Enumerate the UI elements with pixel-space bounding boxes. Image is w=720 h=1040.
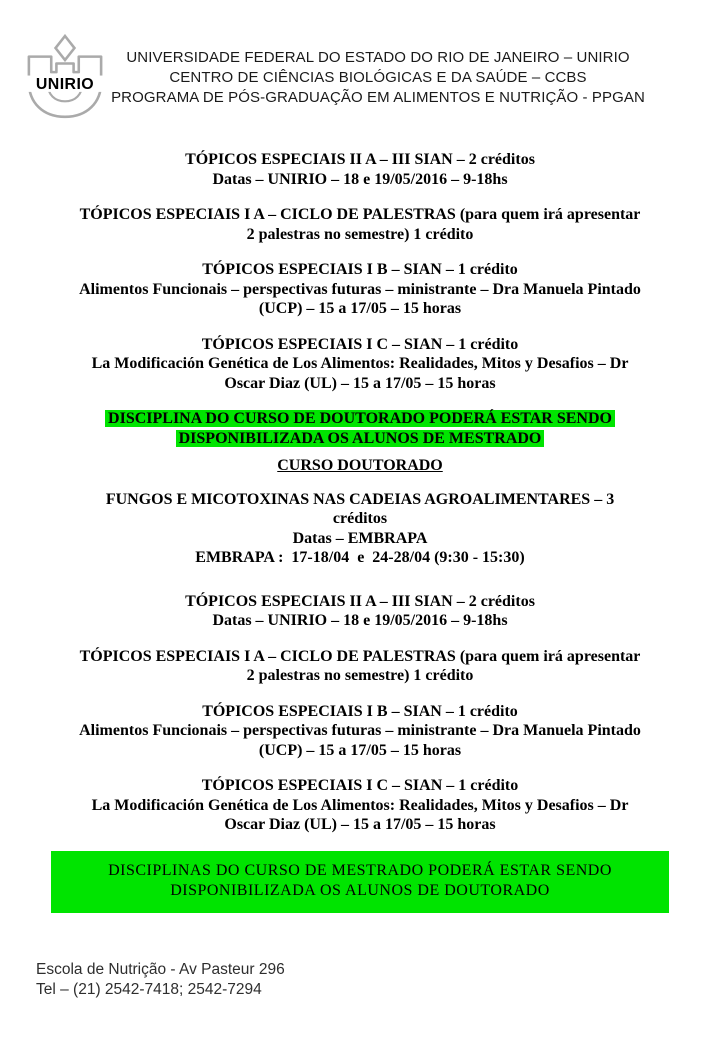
course-dates-line: Oscar Diaz (UL) – 15 a 17/05 – 15 horas bbox=[224, 374, 496, 392]
course-fungos bbox=[0, 490, 720, 568]
document-footer bbox=[36, 960, 285, 1000]
course-topicos-1b bbox=[0, 260, 720, 319]
course-topicos-1a-repeat bbox=[0, 647, 720, 686]
course-title-line: TÓPICOS ESPECIAIS II A – III SIAN – 2 créditos bbox=[185, 151, 535, 168]
section-title-text: CURSO DOUTORADO bbox=[277, 457, 443, 474]
notice-text-line: DISPONIBILIZADA OS ALUNOS DE DOUTORADO bbox=[170, 881, 550, 899]
doutorado-availability-notice bbox=[0, 409, 720, 448]
course-title-line: TÓPICOS ESPECIAIS I A – CICLO DE PALESTRAS (para quem irá apresentar bbox=[79, 647, 641, 665]
document-body bbox=[0, 150, 720, 913]
course-dates-line: (UCP) – 15 a 17/05 – 15 horas bbox=[258, 741, 462, 759]
highlighted-text-line: DISCIPLINA DO CURSO DE DOUTORADO PODERÁ ESTAR SENDO bbox=[105, 410, 615, 427]
course-topicos-1c-repeat bbox=[0, 776, 720, 835]
logo-diamond-shape bbox=[56, 36, 75, 60]
course-title-line: TÓPICOS ESPECIAIS I A – CICLO DE PALESTRAS (para quem irá apresentar bbox=[79, 206, 641, 223]
course-topicos-1c bbox=[0, 335, 720, 394]
course-location-line: Datas – EMBRAPA bbox=[292, 529, 428, 547]
course-topicos-1b-repeat bbox=[0, 702, 720, 761]
course-detail-line: Alimentos Funcionais – perspectivas futuras – ministrante – Dra Manuela Pintado bbox=[79, 280, 641, 298]
course-detail-line: La Modificación Genética de Los Alimentos: Realidades, Mitos y Desafios – Dr bbox=[91, 796, 629, 814]
letterhead-text bbox=[108, 34, 648, 108]
course-dates-line: EMBRAPA : 17-18/04 e 24-28/04 (9:30 - 15:30) bbox=[195, 549, 525, 566]
course-title-line: TÓPICOS ESPECIAIS II A – III SIAN – 2 créditos bbox=[185, 592, 535, 610]
center-name-line: CENTRO DE CIÊNCIAS BIOLÓGICAS E DA SAÚDE – CCBS bbox=[169, 69, 587, 86]
unirio-logo-icon bbox=[22, 34, 108, 124]
course-title-line: TÓPICOS ESPECIAIS I C – SIAN – 1 crédito bbox=[201, 777, 519, 794]
course-topicos-2a-repeat bbox=[0, 592, 720, 631]
program-name-line: PROGRAMA DE PÓS-GRADUAÇÃO EM ALIMENTOS E NUTRIÇÃO - PPGAN bbox=[111, 89, 645, 106]
unirio-logo-wordmark: UNIRIO bbox=[35, 75, 95, 93]
course-credits-line: créditos bbox=[332, 510, 388, 527]
course-detail-line: 2 palestras no semestre) 1 crédito bbox=[246, 225, 474, 243]
university-name-line: UNIVERSIDADE FEDERAL DO ESTADO DO RIO DE JANEIRO – UNIRIO bbox=[126, 49, 630, 66]
course-title-line: TÓPICOS ESPECIAIS I C – SIAN – 1 crédito bbox=[201, 335, 519, 353]
course-detail-line: Alimentos Funcionais – perspectivas futuras – ministrante – Dra Manuela Pintado bbox=[79, 722, 641, 739]
phone-line: Tel – (21) 2542-7418; 2542-7294 bbox=[36, 981, 262, 998]
course-detail-line: 2 palestras no semestre) 1 crédito bbox=[246, 667, 474, 684]
course-topicos-2a bbox=[0, 150, 720, 189]
course-dates-line: (UCP) – 15 a 17/05 – 15 horas bbox=[258, 300, 462, 317]
highlighted-text-line: DISPONIBILIZADA OS ALUNOS DE MESTRADO bbox=[176, 430, 545, 447]
letterhead bbox=[0, 0, 720, 124]
course-dates-line: Oscar Diaz (UL) – 15 a 17/05 – 15 horas bbox=[224, 816, 496, 833]
course-dates-line: Datas – UNIRIO – 18 e 19/05/2016 – 9-18hs bbox=[212, 170, 508, 188]
notice-text-line: DISCIPLINAS DO CURSO DE MESTRADO PODERÁ ESTAR SENDO bbox=[108, 861, 612, 879]
course-title-line: FUNGOS E MICOTOXINAS NAS CADEIAS AGROALIMENTARES – 3 bbox=[105, 490, 615, 508]
address-line: Escola de Nutrição - Av Pasteur 296 bbox=[36, 961, 285, 978]
mestrado-availability-notice-box bbox=[51, 851, 669, 913]
course-topicos-1a bbox=[0, 205, 720, 244]
course-title-line: TÓPICOS ESPECIAIS I B – SIAN – 1 crédito bbox=[202, 261, 518, 278]
curso-doutorado-heading bbox=[0, 456, 720, 476]
course-dates-line: Datas – UNIRIO – 18 e 19/05/2016 – 9-18hs bbox=[212, 612, 508, 629]
course-title-line: TÓPICOS ESPECIAIS I B – SIAN – 1 crédito bbox=[202, 702, 518, 720]
course-detail-line: La Modificación Genética de Los Alimentos: Realidades, Mitos y Desafios – Dr bbox=[91, 355, 629, 372]
